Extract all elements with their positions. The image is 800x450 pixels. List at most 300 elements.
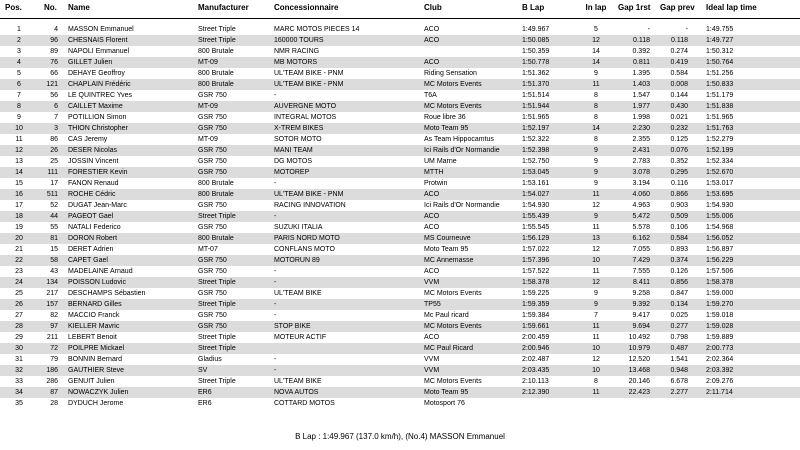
cell-manufacturer: Street Triple (198, 334, 236, 341)
cell-name: CAPET Gael (68, 257, 108, 264)
cell-name: ROCHE Cédric (68, 191, 116, 198)
results-table (0, 24, 800, 409)
cell-name: GENUIT Julien (68, 378, 115, 385)
cell-inlap: 14 (592, 125, 600, 132)
cell-no: 6 (54, 103, 58, 110)
cell-pos: 14 (15, 169, 23, 176)
cell-gapprev: 0.856 (670, 279, 688, 286)
cell-name: LEBERT Benoit (68, 334, 117, 341)
cell-ideal: 1:59.000 (706, 290, 734, 297)
cell-no: 79 (50, 356, 58, 363)
cell-no: 28 (50, 400, 58, 407)
cell-club: ACO (424, 268, 440, 275)
table-row (0, 123, 800, 134)
header-inlap: In lap (585, 3, 607, 12)
cell-pos: 1 (17, 26, 21, 33)
table-row (0, 332, 800, 343)
cell-name: FANON Renaud (68, 180, 119, 187)
header-name: Name (68, 3, 90, 12)
cell-ideal: 1:56.229 (706, 257, 734, 264)
cell-gapprev: 0.352 (670, 158, 688, 165)
cell-ideal: 2:02.364 (706, 356, 734, 363)
cell-inlap: 11 (592, 191, 600, 198)
table-row (0, 398, 800, 409)
cell-inlap: 14 (592, 48, 600, 55)
cell-gapprev: 0.106 (670, 224, 688, 231)
table-row (0, 266, 800, 277)
cell-ideal: 1:49.727 (706, 37, 734, 44)
cell-gapprev: 1.541 (670, 356, 688, 363)
cell-gapprev: 0.274 (670, 48, 688, 55)
cell-manufacturer: Street Triple (198, 301, 236, 308)
cell-gapprev: 0.126 (670, 268, 688, 275)
cell-name: NOWACZYK Julien (68, 389, 129, 396)
cell-blap: 1:51.514 (522, 92, 550, 99)
cell-ideal: 1:52.334 (706, 158, 734, 165)
cell-ideal: 1:59.028 (706, 323, 734, 330)
cell-blap: 1:52.750 (522, 158, 550, 165)
cell-manufacturer: GSR 750 (198, 268, 227, 275)
cell-gapprev: 0.419 (670, 59, 688, 66)
cell-gap1: 2.355 (632, 136, 650, 143)
cell-pos: 17 (15, 202, 23, 209)
cell-ideal: 1:59.018 (706, 312, 734, 319)
cell-blap: 1:53.161 (522, 180, 550, 187)
cell-manufacturer: Street Triple (198, 378, 236, 385)
cell-blap: 1:50.359 (522, 48, 550, 55)
cell-gap1: 4.963 (632, 202, 650, 209)
cell-pos: 34 (15, 389, 23, 396)
cell-name: DUGAT Jean-Marc (68, 202, 127, 209)
cell-inlap: 10 (592, 345, 600, 352)
cell-concessionnaire: - (274, 213, 277, 220)
table-row (0, 90, 800, 101)
cell-gapprev: 0.374 (670, 257, 688, 264)
cell-blap: 1:51.965 (522, 114, 550, 121)
cell-name: DEHAYE Geoffroy (68, 70, 125, 77)
cell-ideal: 2:00.773 (706, 345, 734, 352)
cell-blap: 1:55.439 (522, 213, 550, 220)
cell-gapprev: 0.866 (670, 191, 688, 198)
cell-manufacturer: GSR 750 (198, 257, 227, 264)
cell-manufacturer: Street Triple (198, 37, 236, 44)
table-row (0, 134, 800, 145)
cell-name: DYDUCH Jerome (68, 400, 124, 407)
cell-club: Moto Team 95 (424, 246, 469, 253)
cell-ideal: 1:54.968 (706, 224, 734, 231)
cell-gapprev: 0.021 (670, 114, 688, 121)
table-row (0, 35, 800, 46)
cell-concessionnaire: MANI TEAM (274, 147, 313, 154)
cell-no: 157 (46, 301, 58, 308)
cell-gap1: - (647, 26, 650, 33)
cell-concessionnaire: UL'TEAM BIKE - PNM (274, 191, 344, 198)
cell-ideal: 1:49.755 (706, 26, 734, 33)
cell-pos: 29 (15, 334, 23, 341)
cell-gap1: 1.998 (632, 114, 650, 121)
cell-concessionnaire: - (274, 268, 277, 275)
cell-club: As Team Hippocamtus (424, 136, 494, 143)
cell-club: ACO (424, 59, 440, 66)
cell-manufacturer: ER6 (198, 400, 212, 407)
cell-gap1: 0.118 (633, 37, 650, 44)
cell-manufacturer: Street Triple (198, 345, 236, 352)
cell-inlap: 9 (594, 213, 598, 220)
cell-gapprev: 0.008 (670, 81, 688, 88)
cell-club: MC Annemasse (424, 257, 474, 264)
cell-manufacturer: Street Triple (198, 213, 236, 220)
cell-gapprev: 0.232 (670, 125, 688, 132)
table-header (0, 0, 800, 16)
cell-ideal: 1:50.312 (706, 48, 734, 55)
cell-ideal: 2:11.714 (706, 389, 733, 396)
cell-no: 3 (54, 125, 58, 132)
table-row (0, 57, 800, 68)
cell-manufacturer: GSR 750 (198, 169, 227, 176)
cell-gap1: 7.429 (632, 257, 650, 264)
cell-concessionnaire: - (274, 301, 277, 308)
cell-blap: 1:57.396 (522, 257, 550, 264)
cell-gap1: 1.403 (632, 81, 650, 88)
cell-name: CAS Jeremy (68, 136, 108, 143)
cell-manufacturer: GSR 750 (198, 147, 227, 154)
cell-name: DESCHAMPS Sébastien (68, 290, 146, 297)
cell-pos: 6 (17, 81, 21, 88)
cell-manufacturer: GSR 750 (198, 290, 227, 297)
cell-club: Ici Rails d'Or Normandie (424, 202, 500, 209)
cell-concessionnaire: DG MOTOS (274, 158, 312, 165)
cell-name: CHAPLAIN Frédéric (68, 81, 131, 88)
cell-blap: 2:03.435 (522, 367, 550, 374)
cell-manufacturer: SV (198, 367, 208, 374)
cell-club: Motosport 76 (424, 400, 465, 407)
cell-gapprev: 0.948 (670, 367, 688, 374)
cell-concessionnaire: - (274, 367, 277, 374)
cell-name: THION Christopher (68, 125, 128, 132)
cell-name: NAPOLI Emmanuel (68, 48, 130, 55)
cell-name: CAILLET Maxime (68, 103, 123, 110)
table-row (0, 277, 800, 288)
table-row (0, 233, 800, 244)
cell-blap: 1:52.322 (522, 136, 550, 143)
cell-concessionnaire: - (274, 92, 277, 99)
cell-name: DERET Adrien (68, 246, 114, 253)
cell-concessionnaire: - (274, 356, 277, 363)
cell-no: 186 (46, 367, 58, 374)
cell-pos: 3 (17, 48, 21, 55)
cell-no: 111 (47, 169, 58, 176)
cell-gapprev: 0.584 (670, 70, 688, 77)
header-pos: Pos. (5, 3, 22, 12)
cell-concessionnaire: MB MOTORS (274, 59, 318, 66)
cell-pos: 10 (15, 125, 23, 132)
cell-concessionnaire: SOTOR MOTO (274, 136, 322, 143)
cell-name: MADELAINE Arnaud (68, 268, 133, 275)
cell-club: UM Marne (424, 158, 457, 165)
cell-blap: 1:57.022 (522, 246, 550, 253)
cell-pos: 20 (15, 235, 23, 242)
cell-club: ACO (424, 191, 440, 198)
cell-concessionnaire: - (274, 180, 277, 187)
cell-gap1: 5.578 (632, 224, 650, 231)
cell-gap1: 1.977 (632, 103, 650, 110)
cell-club: ACO (424, 334, 440, 341)
cell-ideal: 1:53.695 (706, 191, 734, 198)
cell-ideal: 1:51.838 (706, 103, 734, 110)
cell-pos: 31 (15, 356, 23, 363)
cell-gapprev: 0.144 (670, 92, 688, 99)
cell-blap: 1:51.362 (522, 70, 550, 77)
cell-manufacturer: 800 Brutale (198, 70, 234, 77)
cell-concessionnaire: SUZUKI ITALIA (274, 224, 323, 231)
cell-concessionnaire: INTEGRAL MOTOS (274, 114, 337, 121)
cell-blap: 2:12.390 (522, 389, 550, 396)
cell-gap1: 22.423 (628, 389, 650, 396)
cell-gapprev: 0.847 (670, 290, 688, 297)
cell-gapprev: 0.798 (670, 334, 688, 341)
cell-name: MACCIO Franck (68, 312, 120, 319)
table-row (0, 299, 800, 310)
cell-name: NATALI Federico (68, 224, 121, 231)
cell-concessionnaire: CONFLANS MOTO (274, 246, 335, 253)
cell-name: POILPRE Mickael (68, 345, 125, 352)
cell-gap1: 1.395 (632, 70, 650, 77)
cell-gapprev: 0.125 (670, 136, 688, 143)
cell-no: 86 (50, 136, 58, 143)
cell-blap: 1:52.197 (522, 125, 550, 132)
cell-gapprev: 0.893 (670, 246, 688, 253)
cell-inlap: 8 (594, 114, 598, 121)
cell-ideal: 2:03.392 (706, 367, 734, 374)
cell-name: BERNARD Gilles (68, 301, 122, 308)
cell-concessionnaire: NOVA AUTOS (274, 389, 319, 396)
cell-manufacturer: MT-09 (198, 59, 218, 66)
cell-gap1: 0.811 (633, 59, 650, 66)
cell-no: 7 (54, 114, 58, 121)
cell-club: TP55 (424, 301, 441, 308)
cell-gapprev: 0.134 (670, 301, 688, 308)
cell-gap1: 20.146 (628, 378, 650, 385)
cell-pos: 19 (15, 224, 23, 231)
cell-no: 44 (50, 213, 58, 220)
cell-inlap: 10 (592, 257, 600, 264)
cell-gap1: 9.258 (632, 290, 650, 297)
cell-no: 96 (50, 37, 58, 44)
cell-pos: 26 (15, 301, 23, 308)
cell-club: VVM (424, 367, 440, 374)
cell-pos: 25 (15, 290, 23, 297)
cell-gapprev: 0.903 (670, 202, 688, 209)
cell-concessionnaire: - (274, 312, 277, 319)
cell-manufacturer: 800 Brutale (198, 235, 234, 242)
table-row (0, 310, 800, 321)
cell-blap: 1:51.370 (522, 81, 550, 88)
table-row (0, 189, 800, 200)
table-row (0, 376, 800, 387)
cell-ideal: 1:55.006 (706, 213, 734, 220)
cell-pos: 15 (15, 180, 23, 187)
cell-manufacturer: ER6 (198, 389, 212, 396)
cell-manufacturer: 800 Brutale (198, 81, 234, 88)
table-row (0, 365, 800, 376)
table-row (0, 244, 800, 255)
cell-concessionnaire: 160000 TOURS (274, 37, 324, 44)
table-row (0, 79, 800, 90)
cell-club: Moto Team 95 (424, 125, 469, 132)
cell-gap1: 3.078 (632, 169, 650, 176)
cell-blap: 1:58.378 (522, 279, 550, 286)
cell-name: DESER Nicolas (68, 147, 118, 154)
header-blap: B Lap (522, 3, 545, 12)
cell-blap: 1:54.930 (522, 202, 550, 209)
cell-pos: 4 (17, 59, 21, 66)
cell-inlap: 9 (594, 158, 598, 165)
cell-club: Ici Rails d'Or Normandie (424, 147, 500, 154)
cell-no: 511 (46, 191, 58, 198)
cell-club: VVM (424, 356, 440, 363)
cell-manufacturer: MT-07 (198, 246, 218, 253)
cell-no: 121 (46, 81, 58, 88)
cell-club: Mc Paul ricard (424, 312, 469, 319)
cell-name: GAUTHIER Steve (68, 367, 125, 374)
cell-concessionnaire: UL'TEAM BIKE - PNM (274, 70, 344, 77)
cell-ideal: 1:51.763 (706, 125, 734, 132)
cell-manufacturer: GSR 750 (198, 224, 227, 231)
cell-concessionnaire: NMR RACING (274, 48, 320, 55)
cell-blap: 2:10.113 (522, 378, 549, 385)
table-row (0, 101, 800, 112)
cell-no: 217 (46, 290, 58, 297)
cell-ideal: 1:52.670 (706, 169, 734, 176)
cell-gap1: 1.547 (632, 92, 650, 99)
cell-gap1: 2.230 (632, 125, 650, 132)
cell-pos: 32 (15, 367, 23, 374)
cell-ideal: 1:54.930 (706, 202, 734, 209)
cell-manufacturer: Gladius (198, 356, 222, 363)
cell-ideal: 1:51.965 (706, 114, 734, 121)
cell-inlap: 11 (592, 81, 600, 88)
cell-gapprev: 0.295 (670, 169, 688, 176)
cell-no: 89 (50, 48, 58, 55)
cell-no: 66 (50, 70, 58, 77)
cell-club: ACO (424, 37, 440, 44)
table-row (0, 354, 800, 365)
cell-gap1: 12.520 (628, 356, 650, 363)
cell-pos: 12 (15, 147, 23, 154)
cell-name: JOSSIN Vincent (68, 158, 119, 165)
cell-no: 58 (50, 257, 58, 264)
cell-inlap: 12 (592, 202, 600, 209)
cell-name: LE QUINTREC Yves (68, 92, 133, 99)
cell-inlap: 12 (592, 37, 600, 44)
cell-pos: 18 (15, 213, 23, 220)
cell-manufacturer: 800 Brutale (198, 191, 234, 198)
cell-club: MC Motors Events (424, 378, 482, 385)
cell-inlap: 11 (592, 334, 600, 341)
cell-concessionnaire: PARIS NORD MOTO (274, 235, 340, 242)
cell-club: MC Paul Ricard (424, 345, 474, 352)
cell-blap: 1:51.944 (522, 103, 550, 110)
best-lap-footer: B Lap : 1:49.967 (137.0 km/h), (No.4) MASSON Emmanuel (295, 432, 505, 441)
cell-concessionnaire: X-TREM BIKES (274, 125, 324, 132)
cell-inlap: 9 (594, 301, 598, 308)
cell-blap: 1:49.967 (522, 26, 550, 33)
cell-concessionnaire: - (274, 279, 277, 286)
cell-no: 87 (50, 389, 58, 396)
cell-gapprev: 0.118 (671, 37, 688, 44)
cell-inlap: 9 (594, 290, 598, 297)
cell-club: ACO (424, 26, 440, 33)
cell-name: KIELLER Mavric (68, 323, 120, 330)
cell-gapprev: 0.584 (670, 235, 688, 242)
cell-pos: 33 (15, 378, 23, 385)
cell-manufacturer: Street Triple (198, 26, 236, 33)
cell-ideal: 1:52.279 (706, 136, 734, 143)
cell-pos: 23 (15, 268, 23, 275)
cell-pos: 7 (17, 92, 21, 99)
cell-no: 72 (50, 345, 58, 352)
cell-no: 15 (50, 246, 58, 253)
cell-pos: 30 (15, 345, 23, 352)
cell-manufacturer: MT-09 (198, 103, 218, 110)
cell-manufacturer: 800 Brutale (198, 48, 234, 55)
cell-gapprev: 0.116 (671, 180, 688, 187)
cell-inlap: 7 (594, 312, 598, 319)
cell-concessionnaire: UL'TEAM BIKE (274, 378, 322, 385)
table-row (0, 387, 800, 398)
table-row (0, 46, 800, 57)
cell-pos: 5 (17, 70, 21, 77)
header-divider (0, 18, 800, 19)
cell-inlap: 8 (594, 378, 598, 385)
cell-club: MC Motors Events (424, 81, 482, 88)
cell-no: 76 (50, 59, 58, 66)
cell-concessionnaire: RACING INNOVATION (274, 202, 346, 209)
cell-ideal: 1:57.506 (706, 268, 734, 275)
table-row (0, 167, 800, 178)
cell-pos: 8 (17, 103, 21, 110)
table-row (0, 343, 800, 354)
table-row (0, 68, 800, 79)
cell-club: ACO (424, 213, 440, 220)
cell-gapprev: 0.487 (670, 345, 688, 352)
cell-pos: 11 (15, 136, 23, 143)
cell-name: CHESNAIS Florent (68, 37, 128, 44)
cell-club: MC Motors Events (424, 103, 482, 110)
cell-gapprev: 0.076 (670, 147, 688, 154)
cell-blap: 1:59.359 (522, 301, 550, 308)
cell-ideal: 1:50.833 (706, 81, 734, 88)
header-manufacturer: Manufacturer (198, 3, 249, 12)
cell-inlap: 8 (594, 103, 598, 110)
cell-club: Roue libre 36 (424, 114, 466, 121)
cell-gapprev: 2.277 (670, 389, 688, 396)
header-no: No. (44, 3, 57, 12)
cell-ideal: 1:53.017 (706, 180, 734, 187)
cell-club: ACO (424, 224, 440, 231)
cell-manufacturer: GSR 750 (198, 125, 227, 132)
cell-ideal: 1:52.199 (706, 147, 734, 154)
cell-gap1: 9.694 (632, 323, 650, 330)
cell-gap1: 2.783 (632, 158, 650, 165)
cell-club: Protwin (424, 180, 448, 187)
table-row (0, 200, 800, 211)
cell-no: 25 (50, 158, 58, 165)
cell-pos: 22 (15, 257, 23, 264)
cell-no: 17 (50, 180, 58, 187)
cell-manufacturer: GSR 750 (198, 312, 227, 319)
cell-blap: 1:59.225 (522, 290, 550, 297)
